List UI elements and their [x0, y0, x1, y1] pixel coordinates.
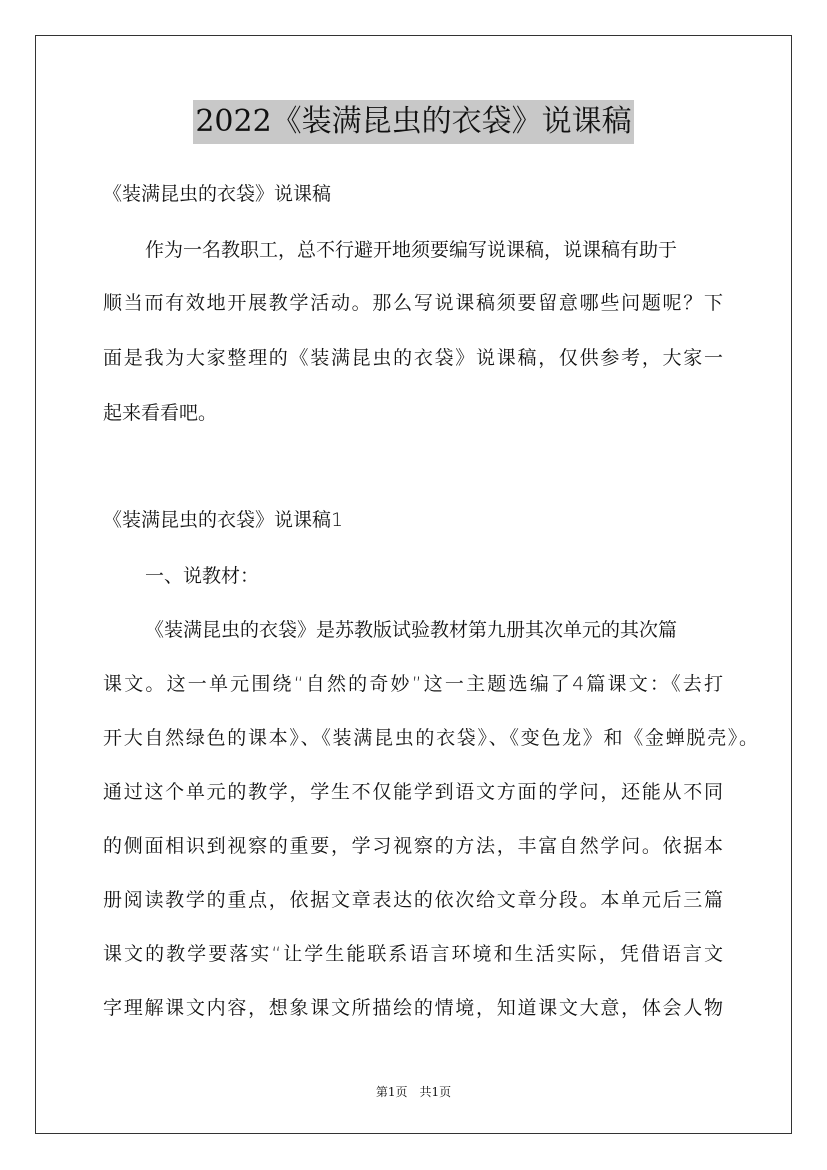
intro-line[interactable]: 起来看看吧。 — [103, 402, 218, 424]
body-line[interactable]: 开大自然绿色的课本》、《装满昆虫的衣袋》、《变色龙》和《金蝉脱壳》。 — [103, 727, 758, 749]
title-container — [0, 100, 827, 144]
document-title[interactable]: 2022《装满昆虫的衣袋》说课稿 — [193, 100, 633, 144]
body-line[interactable]: 的侧面相识到视察的重要，学习视察的方法，丰富自然学问。依据本 — [103, 835, 723, 857]
body-line[interactable]: 字理解课文内容，想象课文所描绘的情境，知道课文大意，体会人物 — [103, 997, 723, 1019]
section-heading[interactable]: 一、说教材： — [145, 565, 260, 587]
body-line[interactable]: 课文的教学要落实“让学生能联系语言环境和生活实际，凭借语言文 — [103, 943, 723, 965]
body-line[interactable]: 《装满昆虫的衣袋》是苏教版试验教材第九册其次单元的其次篇 — [145, 619, 678, 641]
section-title[interactable]: 《装满昆虫的衣袋》说课稿1 — [103, 509, 344, 531]
body-line[interactable]: 册阅读教学的重点，依据文章表达的依次给文章分段。本单元后三篇 — [103, 889, 723, 911]
intro-line[interactable]: 顺当而有效地开展教学活动。那么写说课稿须要留意哪些问题呢？下 — [103, 292, 723, 314]
intro-line[interactable]: 作为一名教职工，总不行避开地须要编写说课稿，说课稿有助于 — [145, 239, 678, 261]
document-subtitle[interactable]: 《装满昆虫的衣袋》说课稿 — [103, 183, 332, 205]
page-number: 第1页 共1页 — [375, 1085, 452, 1099]
intro-line[interactable]: 面是我为大家整理的《装满昆虫的衣袋》说课稿，仅供参考，大家一 — [103, 347, 723, 369]
body-line[interactable]: 通过这个单元的教学，学生不仅能学到语文方面的学问，还能从不同 — [103, 781, 723, 803]
body-line[interactable]: 课文。这一单元围绕“自然的奇妙”这一主题选编了4篇课文：《去打 — [103, 673, 723, 695]
